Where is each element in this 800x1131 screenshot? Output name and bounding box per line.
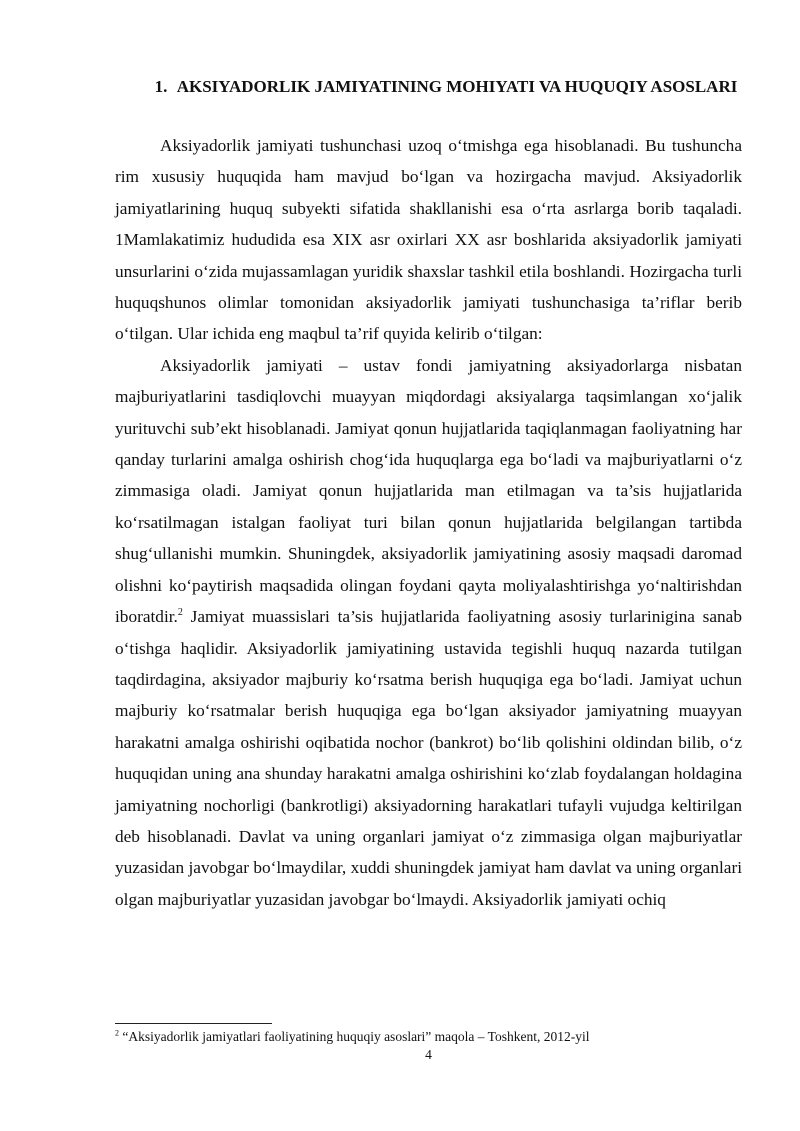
paragraph-2 xyxy=(115,350,742,915)
section-number: 1. xyxy=(154,77,168,96)
page-number: 4 xyxy=(425,1047,432,1062)
footnote-separator xyxy=(115,1023,272,1024)
footnote-reference[interactable]: 2 xyxy=(177,607,183,619)
footnote-marker: 2 xyxy=(115,1028,119,1038)
footnote xyxy=(115,1028,742,1045)
body-text xyxy=(115,130,742,915)
footnote-text: “Aksiyadorlik jamiyatlari faoliyatining huquqiy asoslari” maqola – Toshkent, 2012-yil xyxy=(119,1029,590,1044)
section-heading xyxy=(150,76,742,98)
section-title: AKSIYADORLIK JAMIYATINING MOHIYATI VA HUQUQIY ASOSLARI xyxy=(176,77,738,96)
paragraph-1: Aksiyadorlik jamiyati tushunchasi uzoq o‘tmishga ega hisoblanadi. Bu tushuncha rim xususiy huquqida ham mavjud bo‘lgan va hozirgacha mavjud. Aksiyadorlik jamiyatlarining huquq subyekti sifatida shakllanishi esa o‘rta asrlarga borib taqaladi. 1Mamlakatimiz hududida esa XIX asr oxirlari XX asr boshlarida aksiyadorlik jamiyati unsurlarini o‘zida mujassamlagan yuridik shaxslar tashkil etila boshlandi. Hozirgacha turli huquqshunos olimlar tomonidan aksiyadorlik jamiyati tushunchasiga ta’riflar berib o‘tilgan. Ular ichida eng maqbul ta’rif quyida kelirib o‘tilgan: xyxy=(115,136,742,344)
paragraph-2-part-1: Aksiyadorlik jamiyati – ustav fondi jamiyatning aksiyadorlarga nisbatan majburiyatlarini tasdiqlovchi muayyan miqdordagi aksiyalarga taqsimlangan xo‘jalik yurituvchi sub’ekt hisoblanadi. Jamiyat qonun hujjatlarida taqiqlanmagan faoliyatning har qanday turlarini amalga oshirish chog‘ida huquqlarga ega bo‘ladi va majburiyatlarni o‘z zimmasiga oladi. Jamiyat qonun hujjatlarida man etilmagan va ta’sis hujjatlarida ko‘rsatilmagan istalgan faoliyat turi bilan qonun hujjatlarida belgilangan tartibda shug‘ullanishi mumkin. Shuningdek, aksiyadorlik jamiyatining asosiy maqsadi daromad olishni ko‘paytirish maqsadida olingan foydani qayta moliyalashtirishga yo‘naltirishdan iboratdir. xyxy=(115,355,742,627)
paragraph-2-part-2: Jamiyat muassislari ta’sis hujjatlarida faoliyatning asosiy turlarinigina sanab o‘tishga haqlidir. Aksiyadorlik jamiyatining ustavida tegishli huquq nazarda tutilgan taqdirdagina, aksiyador majburiy ko‘rsatma berish huquqiga ega bo‘ladi. Jamiyat uchun majburiy ko‘rsatmalar berish huquqiga ega bo‘lgan aksiyador jamiyatning muayyan harakatni amalga oshirishi oqibatida nochor (bankrot) bo‘lib qolishini oldindan bilib, o‘z huquqidan uning ana shunday harakatni amalga oshirishini ko‘zlab foydalangan holdagina jamiyatning nochorligi (bankrotligi) aksiyadorning harakatlari tufayli vujudga keltirilgan deb hisoblanadi. Davlat va uning organlari jamiyat o‘z zimmasiga olgan majburiyatlar yuzasidan javobgar bo‘lmaydilar, xuddi shuningdek jamiyat ham davlat va uning organlari olgan majburiyatlar yuzasidan javobgar bo‘lmaydi. Aksiyadorlik jamiyati ochiq xyxy=(115,607,742,909)
